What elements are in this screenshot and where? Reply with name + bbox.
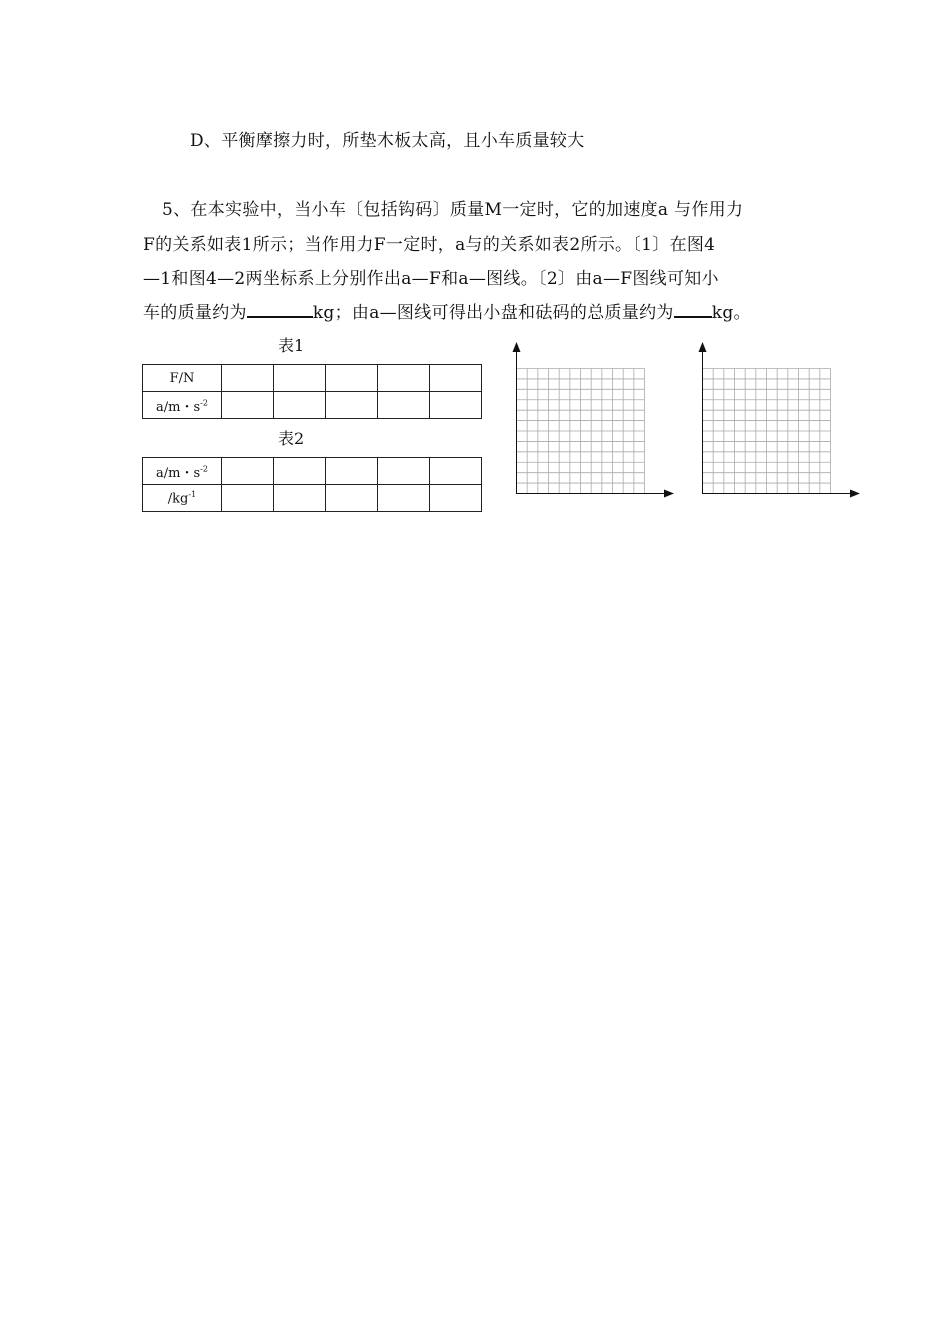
question-line-3: —1和图4—2两坐标系上分别作出a—F和a—图线。〔2〕由a—F图线可知小: [143, 269, 719, 289]
table2-cell[interactable]: [430, 458, 482, 485]
total-mass-answer-blank[interactable]: [674, 300, 712, 318]
table1-row-force: [143, 365, 482, 392]
question-line-4-part-a: 车的质量约为: [143, 303, 247, 323]
table2-row-acceleration: [143, 458, 482, 485]
graph-4-2-y-arrow-icon: [699, 342, 707, 352]
table2-cell[interactable]: [430, 485, 482, 512]
table1-cell[interactable]: [326, 392, 378, 419]
table1-acceleration-unit: a/m・s: [156, 399, 201, 415]
mass-answer-blank[interactable]: [247, 300, 313, 318]
option-d-text: D、平衡摩擦力时，所垫木板太高，且小车质量较大: [190, 131, 585, 151]
table1-cell[interactable]: [326, 365, 378, 392]
table2-cell[interactable]: [326, 458, 378, 485]
table1-cell[interactable]: [274, 365, 326, 392]
table2-acceleration-unit: a/m・s: [156, 465, 201, 481]
question-line-4-part-c: kg。: [711, 303, 751, 323]
table1-force-label: F/N: [143, 365, 222, 392]
table-2: [142, 457, 482, 512]
question-line-1: 5、在本实验中，当小车〔包括钩码〕质量M一定时，它的加速度a 与作用力: [162, 200, 744, 220]
table1-row-acceleration: [143, 392, 482, 419]
table1-cell[interactable]: [222, 392, 274, 419]
graph-4-2[interactable]: [694, 340, 864, 510]
table-1: [142, 364, 482, 419]
graph-4-2-x-arrow-icon: [850, 490, 860, 498]
table2-caption: 表2: [278, 429, 305, 448]
question-line-2: F的关系如表1所示；当作用力F一定时，a与的关系如表2所示。〔1〕在图4: [143, 235, 716, 255]
table1-cell[interactable]: [430, 392, 482, 419]
table1-caption: 表1: [278, 336, 305, 355]
table1-acceleration-exponent: -2: [200, 398, 208, 408]
table2-inverse-mass-unit: /kg: [167, 491, 189, 507]
question-line-4-part-b: kg；由a—图线可得出小盘和砝码的总质量约为: [312, 303, 674, 323]
graph-4-2-gridlines: [703, 369, 831, 494]
table2-acceleration-exponent: -2: [200, 464, 208, 474]
table2-cell[interactable]: [222, 485, 274, 512]
table2-cell[interactable]: [378, 458, 430, 485]
table1-cell[interactable]: [430, 365, 482, 392]
table1-cell[interactable]: [378, 392, 430, 419]
table2-row-inverse-mass: [143, 485, 482, 512]
graph-4-1[interactable]: [508, 340, 678, 510]
table1-cell[interactable]: [378, 365, 430, 392]
table2-cell[interactable]: [326, 485, 378, 512]
graph-4-1-gridlines: [517, 369, 645, 494]
table2-cell[interactable]: [274, 485, 326, 512]
table2-inverse-mass-exponent: -1: [188, 489, 197, 499]
table1-cell[interactable]: [274, 392, 326, 419]
question-line-4: [143, 298, 751, 323]
table1-acceleration-label: [143, 392, 222, 419]
table1-cell[interactable]: [222, 365, 274, 392]
table2-cell[interactable]: [222, 458, 274, 485]
table2-inverse-mass-label: [143, 485, 222, 512]
table2-cell[interactable]: [274, 458, 326, 485]
table2-cell[interactable]: [378, 485, 430, 512]
graph-4-1-x-arrow-icon: [664, 490, 674, 498]
graph-4-1-y-arrow-icon: [513, 342, 521, 352]
table2-acceleration-label: [143, 458, 222, 485]
